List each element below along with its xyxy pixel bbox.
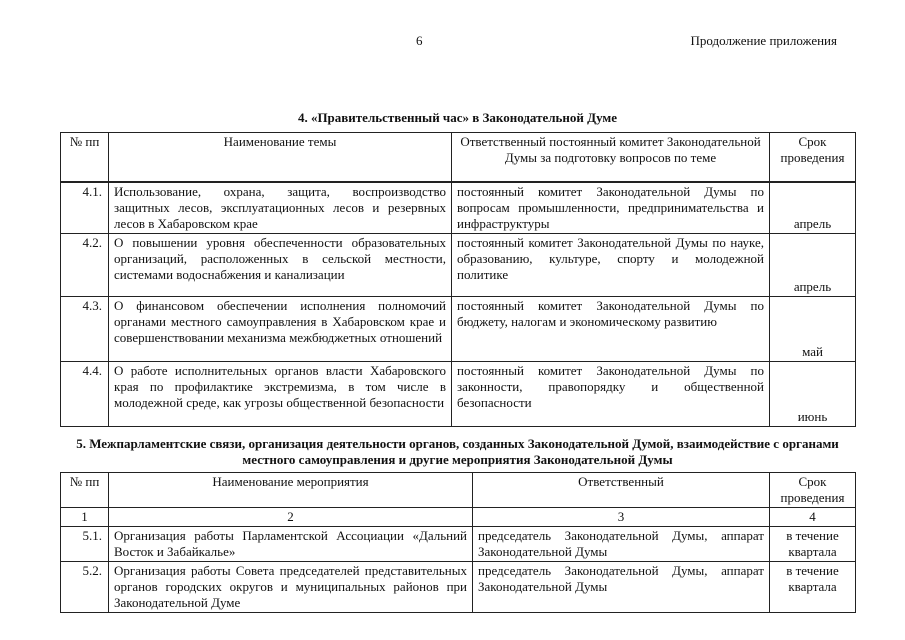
table-row (61, 362, 856, 427)
row-topic: О работе исполнительных органов власти Хабаровского края по профилактике экстремизма, в том числе в молодежной среде, как угрозы общественной безопасности (109, 362, 452, 427)
table-header-row (61, 133, 856, 183)
table-row (61, 562, 856, 613)
row-responsible: председатель Законодательной Думы, аппарат Законодательной Думы (473, 562, 770, 613)
column-header-responsible: Ответственный (473, 473, 770, 508)
row-topic: О повышении уровня обеспеченности образовательных организаций, расположенных в сельской местности, системами водоснабжения и канализации (109, 234, 452, 297)
row-topic: О финансовом обеспечении исполнения полномочий органами местного самоуправления в Хабаровском крае и совершенствовании механизма межбюджетных отношений (109, 297, 452, 362)
column-header-topic: Наименование темы (109, 133, 452, 183)
table-row (61, 234, 856, 297)
column-index: 2 (109, 508, 473, 527)
row-term: июнь (770, 362, 856, 427)
row-term: апрель (770, 234, 856, 297)
row-responsible: постоянный комитет Законодательной Думы по науке, образованию, культуре, спорту и молодежной политике (452, 234, 770, 297)
row-term: май (770, 297, 856, 362)
row-responsible: председатель Законодательной Думы, аппарат Законодательной Думы (473, 527, 770, 562)
table-header-row (61, 473, 856, 508)
row-responsible: постоянный комитет Законодательной Думы по бюджету, налогам и экономическому развитию (452, 297, 770, 362)
continuation-label: Продолжение приложения (690, 33, 837, 48)
column-header-event: Наименование мероприятия (109, 473, 473, 508)
row-responsible: постоянный комитет Законодательной Думы по вопросам промышленности, предпринимательства и инфраструктуры (452, 182, 770, 234)
page-number: 6 (416, 33, 423, 48)
column-header-term: Срок проведения (770, 133, 856, 183)
column-index: 1 (61, 508, 109, 527)
column-index: 3 (473, 508, 770, 527)
row-number: 4.3. (61, 297, 109, 362)
row-number: 5.2. (61, 562, 109, 613)
column-index: 4 (770, 508, 856, 527)
row-number: 5.1. (61, 527, 109, 562)
column-header-responsible: Ответственный постоянный комитет Законодательной Думы за подготовку вопросов по теме (452, 133, 770, 183)
row-number: 4.4. (61, 362, 109, 427)
row-event: Организация работы Парламентской Ассоциации «Дальний Восток и Забайкалье» (109, 527, 473, 562)
column-header-num: № пп (61, 133, 109, 183)
row-topic: Использование, охрана, защита, воспроизводство защитных лесов, эксплуатационных лесов и резервных лесов в Хабаровском крае (109, 182, 452, 234)
interparliamentary-table (60, 472, 856, 613)
row-term: апрель (770, 182, 856, 234)
column-index-row (61, 508, 856, 527)
row-number: 4.2. (61, 234, 109, 297)
table-row (61, 182, 856, 234)
column-header-num: № пп (61, 473, 109, 508)
row-responsible: постоянный комитет Законодательной Думы по законности, правопорядку и общественной безопасности (452, 362, 770, 427)
government-hour-table (60, 132, 856, 427)
table-row (61, 527, 856, 562)
column-header-term: Срок проведения (770, 473, 856, 508)
row-term: в течение квартала (770, 562, 856, 613)
table-row (61, 297, 856, 362)
row-event: Организация работы Совета председателей представительных органов городских округов и муниципальных районов при Законодательной Думе (109, 562, 473, 613)
section-4-title: 4. «Правительственный час» в Законодательной Думе (297, 110, 618, 125)
row-term: в течение квартала (770, 527, 856, 562)
section-5-title: 5. Межпарламентские связи, организация деятельности органов, созданных Законодательной Думой, взаимодействие с органами местного самоуправления и другие мероприятия Законодательной Думы (76, 436, 839, 467)
row-number: 4.1. (61, 182, 109, 234)
